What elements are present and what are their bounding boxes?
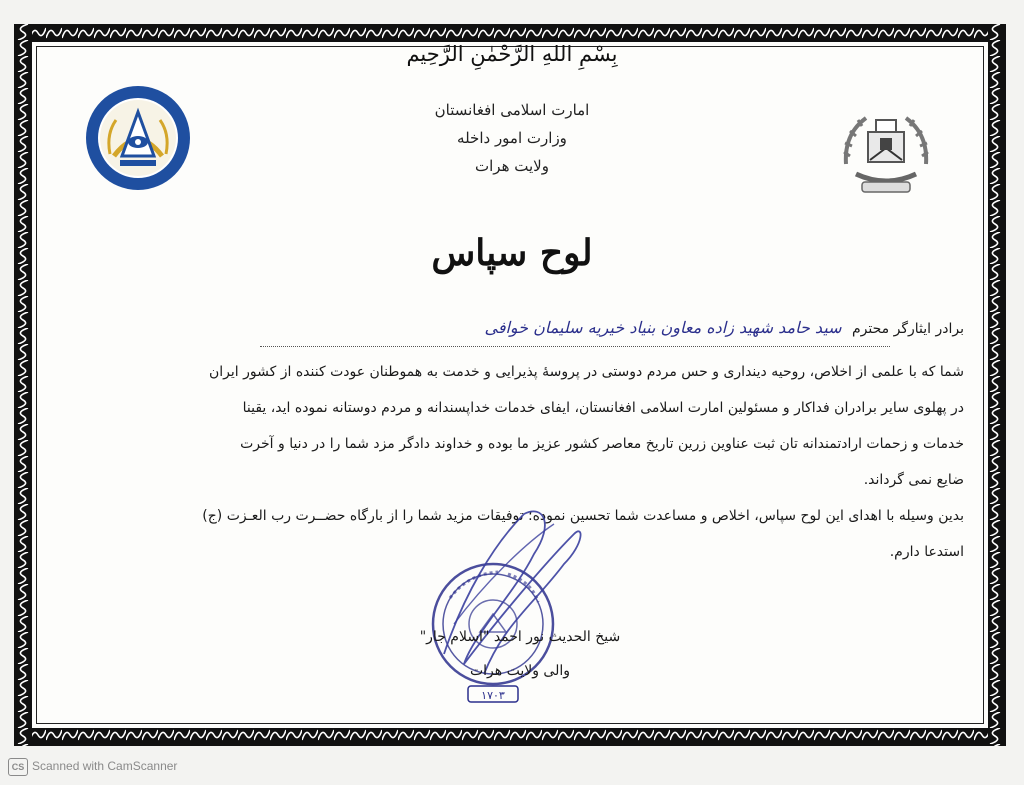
- stamp-number: ۱۷۰۳: [481, 689, 505, 702]
- issuer-province: ولایت هرات: [475, 157, 549, 175]
- certificate-title: لوح سپاس: [431, 232, 593, 274]
- basmala-heading: بِسْمِ اللهِ الرَّحْمٰنِ الرَّحِيم: [406, 42, 618, 66]
- signatory-position: والی ولایت هرات: [469, 663, 571, 679]
- issuer-header: [0, 96, 1024, 180]
- recipient-name-handwritten: سید حامد شهید زاده معاون بنیاد خیریه سلیمان خوافی: [484, 318, 842, 337]
- closing-line: استدعا دارم.: [889, 544, 964, 560]
- body-line: شما که با علمی از اخلاص، روحیه دینداری و حس مردم دوستی در پروسهٔ پذیرایی و خدمت به هموطنان عودت کننده از کشور ایران: [209, 364, 964, 380]
- recipient-row: [60, 318, 964, 354]
- body-line: در پهلوی سایر برادران فداکار و مسئولین امارت اسلامی افغانستان، ایفای خدمات خداپسندانه و مردم دوستانه نموده اید، یقینا: [242, 400, 964, 416]
- signatory-block: [370, 620, 670, 688]
- signatory-name: شیخ الحدیث نور احمد "اسلام جار": [419, 629, 621, 645]
- issuer-ministry: وزارت امور داخله: [457, 129, 567, 147]
- recipient-label: برادر ایثارگر محترم: [852, 321, 964, 337]
- scanner-watermark: [8, 758, 177, 776]
- issuer-emirate: امارت اسلامی افغانستان: [434, 101, 590, 119]
- scanner-watermark-text: Scanned with CamScanner: [32, 759, 178, 774]
- body-line: ضایع نمی گرداند.: [863, 472, 964, 488]
- closing-line: بدین وسیله با اهدای این لوح سپاس، اخلاص و مساعدت شما تحسین نموده؛ توفیقات مزید شما را از بارگاه حضــرت رب العـزت (ج): [202, 508, 964, 524]
- camscanner-icon: CS: [8, 758, 28, 776]
- body-line: خدمات و زحمات ارادتمندانه تان ثبت عناوین زرین تاریخ معاصر کشور عزیز ما بوده و خداوند دادگر مزد شما را در دنیا و آخرت: [240, 436, 964, 452]
- recipient-dotted-line: [260, 346, 890, 347]
